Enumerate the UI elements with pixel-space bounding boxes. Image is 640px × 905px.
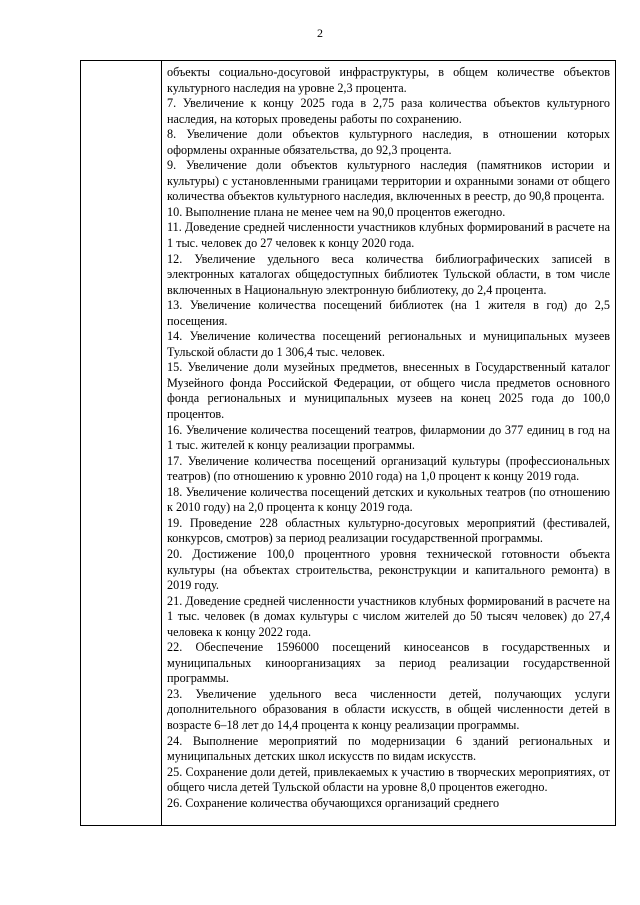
list-item: объекты социально-досуговой инфраструктуры, в общем количестве объектов культурного наследия на уровне 2,3 процента. <box>167 65 610 95</box>
list-item: 15. Увеличение доли музейных предметов, внесенных в Государственный каталог Музейного фонда Российской Федерации, от общего числа предметов основного фонда региональных и муниципальных музеев на конец 2025 года до 100,0 процентов. <box>167 360 610 422</box>
list-item: 24. Выполнение мероприятий по модернизации 6 зданий региональных и муниципальных детских школ искусств по видам искусств. <box>167 733 610 764</box>
list-item: 26. Сохранение количества обучающихся организаций среднего <box>167 795 500 810</box>
list-item: 20. Достижение 100,0 процентного уровня технической готовности объекта культуры (на объектах строительства, реконструкции и капитального ремонта) в 2019 году. <box>167 546 610 593</box>
indicator-list <box>167 65 610 811</box>
list-item: 22. Обеспечение 1596000 посещений киносеансов в государственных и муниципальных киноорганизациях за период реализации государственной программы. <box>167 640 610 686</box>
list-item: 18. Увеличение количества посещений детских и кукольных театров (по отношению к 2010 году) на 2,0 процента к концу 2019 года. <box>167 484 610 515</box>
list-item: 19. Проведение 228 областных культурно-досуговых мероприятий (фестивалей, конкурсов, смотров) за период реализации государственной программы. <box>167 515 610 546</box>
list-item: 7. Увеличение к концу 2025 года в 2,75 раза количества объектов культурного наследия, на которых проведены работы по сохранению. <box>167 96 610 126</box>
list-item: 17. Увеличение количества посещений организаций культуры (профессиональных театров) (по отношению к уровню 2010 года) на 1,0 процент к концу 2019 года. <box>167 453 610 484</box>
page-number: 2 <box>317 26 323 40</box>
list-item: 21. Доведение средней численности участников клубных формирований в расчете на 1 тыс. человек (в домах культуры с числом жителей до 50 тысяч человек) до 27,4 человека к концу 2022 года. <box>167 593 610 639</box>
list-item: 9. Увеличение доли объектов культурного наследия (памятников истории и культуры) с установленными границами территории и охранными зонами от общего количества объектов культурного наследия, включенных в реестр, до 90,8 процента. <box>167 158 610 204</box>
list-item: 16. Увеличение количества посещений театров, филармонии до 377 единиц в год на 1 тыс. жителей к концу реализации программы. <box>167 422 610 453</box>
list-item: 13. Увеличение количества посещений библиотек (на 1 жителя в год) до 2,5 посещения. <box>167 298 610 328</box>
indicator-table <box>80 60 616 826</box>
list-item: 10. Выполнение плана не менее чем на 90,0 процентов ежегодно. <box>167 204 506 219</box>
list-item: 14. Увеличение количества посещений региональных и муниципальных музеев Тульской области до 1 306,4 тыс. человек. <box>167 329 610 359</box>
column-divider <box>161 61 162 825</box>
list-item: 23. Увеличение удельного веса численности детей, получающих услуги дополнительного образования в области искусств, в общей численности детей в возрасте 6–18 лет до 14,4 процента к концу реализации программы. <box>167 686 610 732</box>
list-item: 11. Доведение средней численности участников клубных формирований в расчете на 1 тыс. человек до 27 человек к концу 2020 года. <box>167 220 610 251</box>
list-item: 8. Увеличение доли объектов культурного наследия, в отношении которых оформлены охранные обязательства, до 92,3 процента. <box>167 127 610 157</box>
list-item: 25. Сохранение доли детей, привлекаемых к участию в творческих мероприятиях, от общего числа детей Тульской области на уровне 8,0 процентов ежегодно. <box>167 764 610 795</box>
list-item: 12. Увеличение удельного веса количества библиографических записей в электронных каталогах общедоступных библиотек Тульской области, в том числе включенных в Национальную электронную библиотеку, до 2,4 процента. <box>167 251 610 297</box>
